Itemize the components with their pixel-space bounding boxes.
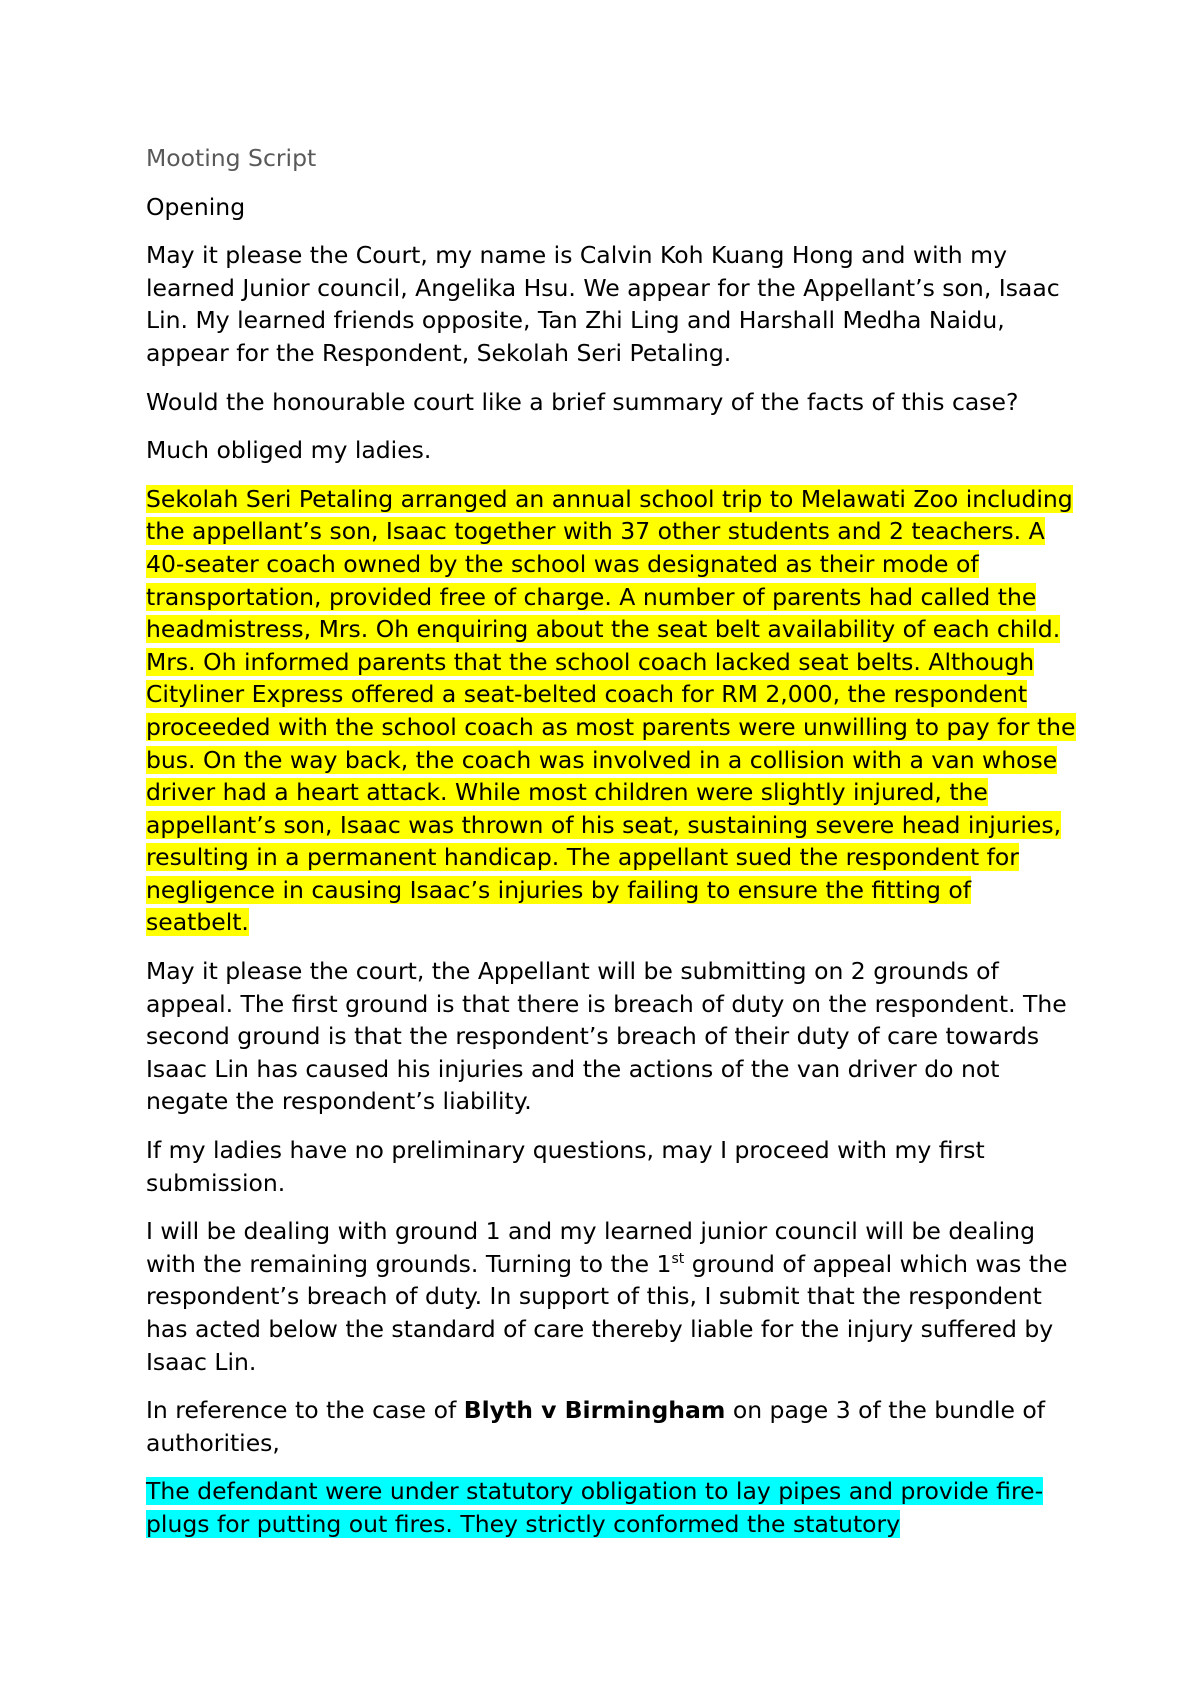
paragraph-obliged: Much obliged my ladies. [146,436,432,465]
facts-highlight: Sekolah Seri Petaling arranged an annual school trip to Melawati Zoo including the appellant’s son, Isaac together with 37 other students and 2 teachers. A 40-seater coach owned by the school was designated as their mode of transportation, provided free of charge. A number of parents had called the headmistress, Mrs. Oh enquiring about the seat belt availability of each child. Mrs. Oh informed parents that the school coach lacked seat belts. Although Cityliner Express offered a seat-belted coach for RM 2,000, the respondent proceeded with the school coach as most parents were unwilling to pay for the bus. On the way back, the coach was involved in a collision with a van whose driver had a heart attack. While most children were slightly injured, the appellant’s son, Isaac was thrown of his seat, sustaining severe head injuries, resulting in a permanent handicap. The appellant sued the respondent for negligence in causing Isaac’s injuries by failing to ensure the fitting of seatbelt. [146,484,1076,937]
quote-highlight: The defendant were under statutory obligation to lay pipes and provide fire-plugs for putting out fires. They strictly conformed the statutory [146,1477,1044,1538]
paragraph-case-quote [146,1475,1076,1540]
paragraph-introduction: May it please the Court, my name is Calvin Koh Kuang Hong and with my learned Junior council, Angelika Hsu. We appear for the Appellant’s son, Isaac Lin. My learned friends opposite, Tan Zhi Ling and Harshall Medha Naidu, appear for the Respondent, Sekolah Seri Petaling. [146,241,1060,367]
paragraph-ground-one [146,1215,1076,1378]
ground-one-text-start: I will be dealing with ground 1 and my learned junior council will be dealing with the remaining grounds. Turning to the 1 [146,1217,1035,1278]
paragraph-summary-question: Would the honourable court like a brief summary of the facts of this case? [146,387,1019,416]
heading-opening: Opening [146,192,246,221]
case-reference-start: In reference to the case of [146,1396,464,1425]
ground-one-text-end: ground of appeal which was the respondent’s breach of duty. In support of this, I submit that the respondent has acted below the standard of care thereby liable for the injury suffered by Isaac Lin. [146,1249,1068,1376]
case-name: Blyth v Birmingham [463,1396,726,1425]
document-body [146,142,1076,1557]
paragraph-facts [146,483,1076,939]
case-reference-end: on page 3 of the bundle of authorities, [146,1396,1046,1457]
paragraph-grounds: May it please the court, the Appellant will be submitting on 2 grounds of appeal. The first ground is that there is breach of duty on the respondent. The second ground is that the respondent’s breach of their duty of care towards Isaac Lin has caused his injuries and the actions of the van driver do not negate the respondent’s liability. [146,957,1067,1116]
ordinal-superscript: st [671,1250,685,1267]
document-title: Mooting Script [146,144,317,172]
paragraph-case-reference [146,1394,1076,1459]
paragraph-preliminary: If my ladies have no preliminary questions, may I proceed with my first submission. [146,1136,985,1197]
